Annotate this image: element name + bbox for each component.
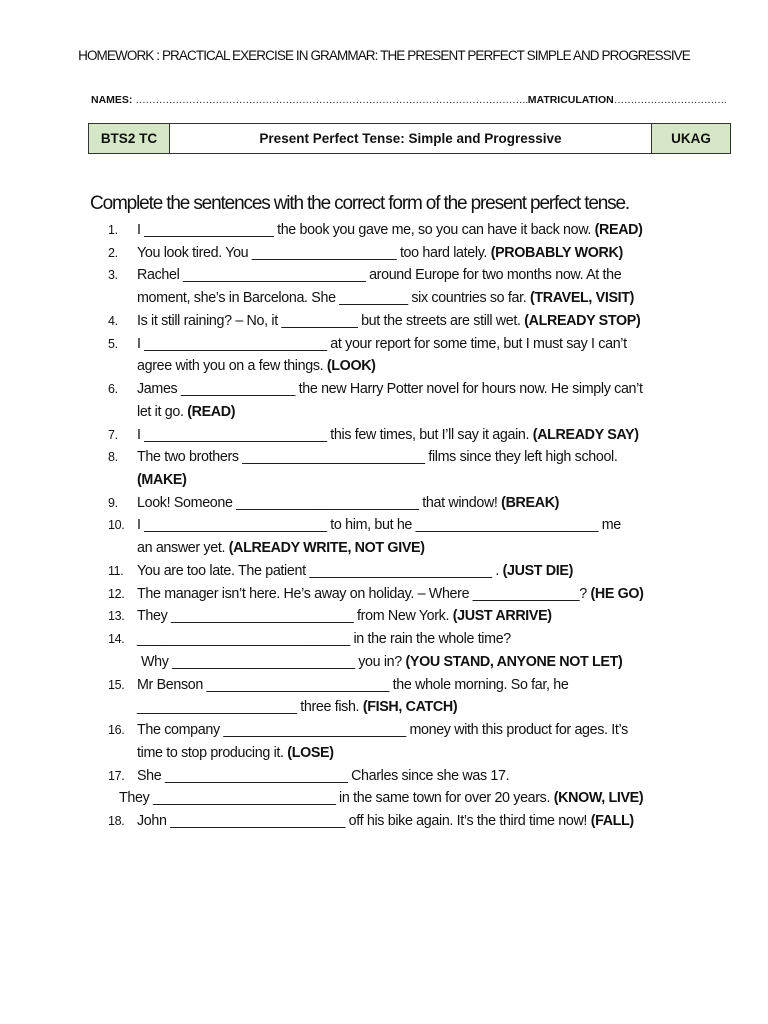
matriculation-label: MATRICULATION [527, 94, 614, 106]
exercise-line [0, 264, 768, 286]
exercise-text [137, 560, 573, 582]
matriculation-blank: ……………………………. [613, 94, 727, 106]
verb-hint: (ALREADY SAY) [532, 426, 639, 443]
exercise-line [0, 310, 768, 332]
exercise-line [0, 719, 768, 741]
verb-hint: (JUST DIE) [502, 562, 573, 579]
sentence-text: an answer yet. [137, 540, 229, 557]
exercise-line [0, 333, 768, 355]
sentence-text: Mr Benson ________________________ the whole morning. So far, he [137, 676, 569, 693]
exercise-line [0, 469, 768, 491]
exercise-number: 16. [108, 723, 125, 738]
verb-hint: (YOU STAND, ANYONE NOT LET) [405, 653, 623, 670]
exercise-text [137, 810, 634, 832]
exercise-text [137, 696, 457, 718]
exercise-line [0, 583, 768, 605]
exercise-text [137, 401, 235, 423]
exercise-text [137, 310, 640, 332]
exercise-number: 4. [108, 313, 118, 328]
exercise-text [137, 765, 509, 787]
exercise-text [137, 378, 643, 400]
topic-cell: Present Perfect Tense: Simple and Progressive [169, 124, 651, 154]
sentence-text: The manager isn’t here. He’s away on holiday. – Where ______________? [137, 585, 591, 602]
sentence-text: The two brothers ________________________ films since they left high school. [137, 449, 618, 466]
exercise-line [0, 810, 768, 832]
verb-hint: (HE GO) [590, 585, 644, 602]
sentence-text: John _______________________ off his bike again. It’s the third time now! [137, 812, 591, 829]
exercise-line [0, 765, 768, 787]
verb-hint: (FALL) [590, 812, 634, 829]
exercise-number: 1. [108, 223, 118, 237]
sentence-text: I ________________________ to him, but he ________________________ me [137, 517, 621, 534]
instruction-heading: Complete the sentences with the correct form of the present perfect tense. [90, 193, 630, 214]
exercise-number: 6. [108, 382, 118, 397]
sentence-text: The company ________________________ money with this product for ages. It’s [137, 722, 628, 739]
exercise-text [141, 651, 622, 673]
exercise-number: 13. [108, 609, 125, 624]
exercise-text [137, 242, 623, 264]
sentence-text: I _________________ the book you gave me, so you can have it back now. [137, 222, 595, 238]
sentence-text: I ________________________ at your report for some time, but I must say I can’t [137, 335, 627, 352]
exercise-number: 7. [108, 427, 118, 442]
exercise-text [137, 674, 568, 696]
sentence-text: You are too late. The patient ________________________ . [137, 562, 503, 579]
verb-hint: (TRAVEL, VISIT) [530, 290, 635, 307]
exercise-text [137, 446, 618, 468]
verb-hint: (JUST ARRIVE) [452, 608, 552, 625]
exercise-line [0, 560, 768, 582]
exercise-text [137, 537, 425, 559]
sentence-text: _____________________ three fish. [137, 699, 363, 716]
exercise-number: 9. [108, 495, 118, 510]
exercise-number: 8. [108, 450, 118, 465]
sentence-text: let it go. [137, 403, 188, 420]
exercise-number: 15. [108, 677, 125, 692]
exercise-number: 18. [108, 813, 125, 828]
exercise-line [0, 787, 768, 809]
info-table [88, 123, 731, 154]
verb-hint: (LOOK) [326, 358, 376, 375]
exercise-line [0, 514, 768, 536]
exercise-line [0, 242, 768, 264]
exercise-line [0, 651, 768, 673]
sentence-text: You look tired. You ___________________ too hard lately. [137, 244, 491, 261]
exercise-text [119, 787, 643, 809]
exercise-line [0, 424, 768, 446]
sentence-text: I ________________________ this few times, but I’ll say it again. [137, 426, 533, 443]
sentence-text: ____________________________ in the rain the whole time? [137, 631, 511, 648]
exercise-line [0, 219, 768, 241]
sentence-text: time to stop producing it. [137, 744, 288, 761]
verb-hint: (READ) [594, 222, 643, 238]
sentence-text: Is it still raining? – No, it __________ but the streets are still wet. [137, 312, 525, 329]
exercise-text [137, 355, 376, 377]
exercise-text [137, 514, 621, 536]
sentence-text: moment, she’s in Barcelona. She _________ six countries so far. [137, 290, 530, 307]
verb-hint: (PROBABLY WORK) [490, 244, 623, 261]
sentence-text: Rachel ________________________ around Europe for two months now. At the [137, 267, 622, 284]
names-line [91, 94, 727, 106]
exercise-text [137, 219, 643, 241]
sentence-text: Look! Someone ________________________ that window! [137, 494, 502, 511]
exercise-line [0, 446, 768, 468]
exercise-line [0, 696, 768, 718]
exercise-number: 14. [108, 632, 125, 647]
exercise-number: 17. [108, 768, 125, 783]
exercise-number: 12. [108, 586, 125, 601]
verb-hint: (MAKE) [137, 472, 187, 489]
exercise-number: 3. [108, 268, 118, 283]
sentence-text: They ________________________ in the same town for over 20 years. [119, 790, 554, 807]
verb-hint: (LOSE) [287, 744, 334, 761]
exercise-text [137, 583, 644, 605]
sentence-text: James _______________ the new Harry Potter novel for hours now. He simply can’t [137, 381, 643, 398]
exercise-line [0, 605, 768, 627]
sentence-text: Why ________________________ you in? [141, 653, 406, 670]
exercise-text [137, 287, 634, 309]
exercise-text [137, 605, 552, 627]
verb-hint: (BREAK) [501, 494, 560, 511]
exercise-line [0, 355, 768, 377]
exercise-text [137, 628, 511, 650]
exercise-line [0, 537, 768, 559]
exercise-text [137, 742, 334, 764]
verb-hint: (FISH, CATCH) [362, 699, 458, 716]
sentence-text: She ________________________ Charles since she was 17. [137, 767, 510, 784]
exercise-line [0, 492, 768, 514]
exercise-text [137, 469, 187, 491]
verb-hint: (READ) [187, 403, 236, 420]
exercise-line [0, 401, 768, 423]
exercise-text [137, 424, 639, 446]
class-code-cell: BTS2 TC [89, 124, 170, 154]
exercise-text [137, 333, 627, 355]
names-label: NAMES: [91, 94, 133, 106]
exercise-line [0, 378, 768, 400]
sentence-text: They ________________________ from New York. [137, 608, 453, 625]
exercise-text [137, 492, 559, 514]
exercise-line [0, 287, 768, 309]
verb-hint: (KNOW, LIVE) [553, 790, 644, 807]
exercise-number: 5. [108, 336, 118, 351]
sentence-text: agree with you on a few things. [137, 358, 327, 375]
exercise-number: 10. [108, 518, 125, 533]
exercise-line [0, 742, 768, 764]
exercise-line [0, 674, 768, 696]
exercise-text [137, 264, 621, 286]
verb-hint: (ALREADY WRITE, NOT GIVE) [228, 540, 425, 557]
worksheet-title: HOMEWORK : PRACTICAL EXERCISE IN GRAMMAR: THE PRESENT PERFECT SIMPLE AND PROGRESSIVE [78, 48, 690, 63]
school-cell: UKAG [652, 124, 731, 154]
exercise-line [0, 628, 768, 650]
names-blank: ………………………………………………………………………………………………………. [135, 94, 528, 106]
exercise-number: 11. [108, 563, 124, 578]
exercise-text [137, 719, 628, 741]
verb-hint: (ALREADY STOP) [524, 312, 641, 329]
exercise-number: 2. [108, 245, 118, 260]
